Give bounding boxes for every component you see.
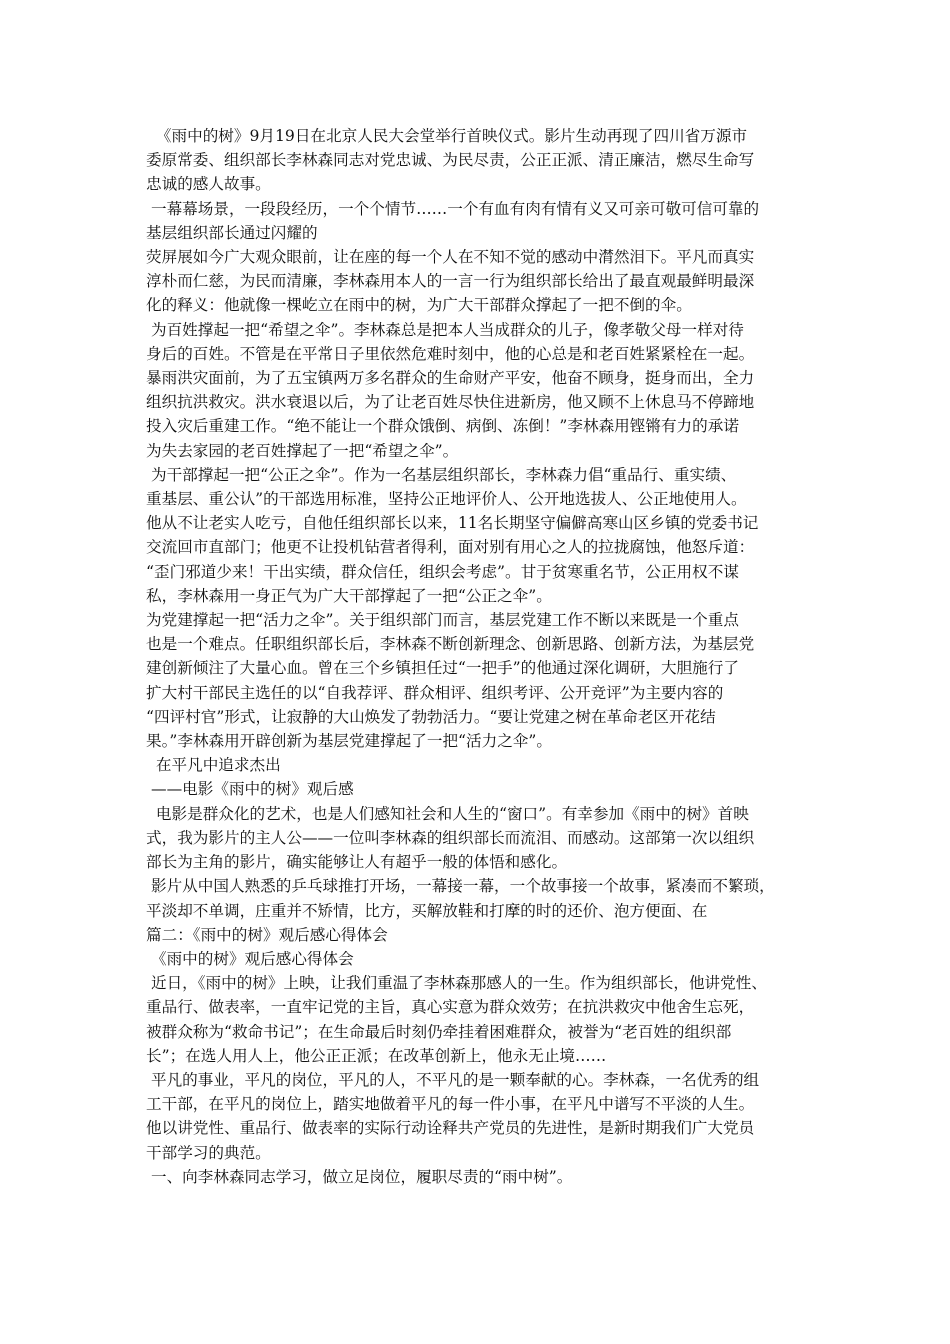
text-line: 也是一个难点。任职组织部长后，李林森不断创新理念、创新思路、创新方法，为基层党 — [146, 635, 755, 654]
text-line: 建创新倾注了大量心血。曾在三个乡镇担任过“一把手”的他通过深化调研，大胆施行了 — [146, 659, 739, 678]
text-line: 他从不让老实人吃亏，自他任组织部长以来，11名长期坚守偏僻高寒山区乡镇的党委书记 — [146, 514, 759, 533]
text-line: 荧屏展如今广大观众眼前，让在座的每一个人在不知不觉的感动中潸然泪下。平凡而真实 — [146, 248, 755, 267]
text-line: 平淡却不单调，庄重并不矫情，比方，买解放鞋和打摩的时的还价、泡方便面、在 — [146, 901, 708, 920]
text-line: 《雨中的树》观后感心得体会 — [146, 949, 354, 968]
text-line: 工干部，在平凡的岗位上，踏实地做着平凡的每一件小事，在平凡中谱写不平淡的人生。 — [146, 1095, 755, 1114]
text-line: 在平凡中追求杰出 — [146, 756, 281, 775]
text-line: ——电影《雨中的树》观后感 — [146, 780, 354, 799]
text-line: 一、向李林森同志学习，做立足岗位，履职尽责的“雨中树”。 — [146, 1167, 573, 1186]
text-line: 为失去家园的老百姓撑起了一把“希望之伞”。 — [146, 441, 459, 460]
text-line: 干部学习的典范。 — [146, 1143, 271, 1162]
text-line: 近日，《雨中的树》上映，让我们重温了李林森那感人的一生。作为组织部长，他讲党性、 — [146, 974, 767, 993]
text-line: 扩大村干部民主选任的以“自我荐评、群众相评、组织考评、公开竞评”为主要内容的 — [146, 683, 724, 702]
text-line: 委原常委、组织部长李林森同志对党忠诚、为民尽责，公正正派、清正廉洁，燃尽生命写 — [146, 151, 755, 170]
text-line: 部长为主角的影片，确实能够让人有超乎一般的体悟和感化。 — [146, 853, 568, 872]
text-line: 篇二：《雨中的树》观后感心得体会 — [146, 925, 388, 944]
text-line: “四评村官”形式，让寂静的大山焕发了勃勃活力。“要让党建之树在革命老区开花结 — [146, 707, 716, 726]
text-line: 私，李林森用一身正气为广大干部撑起了一把“公正之伞”。 — [146, 586, 552, 605]
text-line: 重基层、重公认”的干部选用标准，坚持公正地评价人、公开地选拔人、公正地使用人。 — [146, 490, 747, 509]
text-line: 为干部撑起一把“公正之伞”。作为一名基层组织部长，李林森力倡“重品行、重实绩、 — [146, 465, 737, 484]
text-line: 交流回市直部门；他更不让投机钻营者得利，面对别有用心之人的拉拢腐蚀，他怒斥道： — [146, 538, 755, 557]
text-line: 电影是群众化的艺术，也是人们感知社会和人生的“窗口”。有幸参加《雨中的树》首映 — [146, 804, 749, 823]
text-line: 长”；在选人用人上，他公正正派；在改革创新上，他永无止境…… — [146, 1046, 607, 1065]
document-body — [146, 124, 818, 1189]
text-line: 暴雨洪灾面前，为了五宝镇两万多名群众的生命财产平安，他奋不顾身，挺身而出，全力 — [146, 369, 755, 388]
text-line: 忠诚的感人故事。 — [146, 175, 271, 194]
text-line: 基层组织部长通过闪耀的 — [146, 223, 318, 242]
text-line: 被群众称为“救命书记”；在生命最后时刻仍牵挂着困难群众，被誉为“老百姓的组织部 — [146, 1022, 732, 1041]
text-line: 影片从中国人熟悉的乒乓球推打开场，一幕接一幕，一个故事接一个故事，紧凑而不繁琐， — [146, 877, 775, 896]
text-line: 组织抗洪救灾。洪水衰退以后，为了让老百姓尽快住进新房，他又顾不上休息马不停蹄地 — [146, 393, 755, 412]
text-line: 重品行、做表率，一直牢记党的主旨，真心实意为群众效劳；在抗洪救灾中他舍生忘死， — [146, 998, 755, 1017]
text-line: 他以讲党性、重品行、做表率的实际行动诠释共产党员的先进性，是新时期我们广大党员 — [146, 1119, 755, 1138]
text-line: 《雨中的树》9月19日在北京人民大会堂举行首映仪式。影片生动再现了四川省万源市 — [146, 127, 748, 145]
text-line: 淳朴而仁慈，为民而清廉，李林森用本人的一言一行为组织部长给出了最直观最鲜明最深 — [146, 272, 755, 291]
text-line: 投入灾后重建工作。“绝不能让一个群众饿倒、病倒、冻倒！”李林森用铿锵有力的承诺 — [146, 417, 739, 436]
text-line: “歪门邪道少来！干出实绩，群众信任，组织会考虑”。甘于贫寒重名节，公正用权不谋 — [146, 562, 739, 581]
text-line: 身后的百姓。不管是在平常日子里依然危难时刻中，他的心总是和老百姓紧紧栓在一起。 — [146, 344, 755, 363]
text-line: 平凡的事业，平凡的岗位，平凡的人，不平凡的是一颗奉献的心。李林森，一名优秀的组 — [146, 1070, 760, 1089]
text-line: 一幕幕场景，一段段经历，一个个情节……一个有血有肉有情有义又可亲可敬可信可靠的 — [146, 199, 760, 218]
text-line: 式，我为影片的主人公——一位叫李林森的组织部长而流泪、而感动。这部第一次以组织 — [146, 828, 755, 847]
text-line: 为百姓撑起一把“希望之伞”。李林森总是把本人当成群众的儿子，像孝敬父母一样对待 — [146, 320, 744, 339]
text-line: 为党建撑起一把“活力之伞”。关于组织部门而言，基层党建工作不断以来既是一个重点 — [146, 611, 739, 630]
text-line: 果。”李林森用开辟创新为基层党建撑起了一把“活力之伞”。 — [146, 732, 552, 751]
text-line: 化的释义：他就像一棵屹立在雨中的树，为广大干部群众撑起了一把不倒的伞。 — [146, 296, 692, 315]
